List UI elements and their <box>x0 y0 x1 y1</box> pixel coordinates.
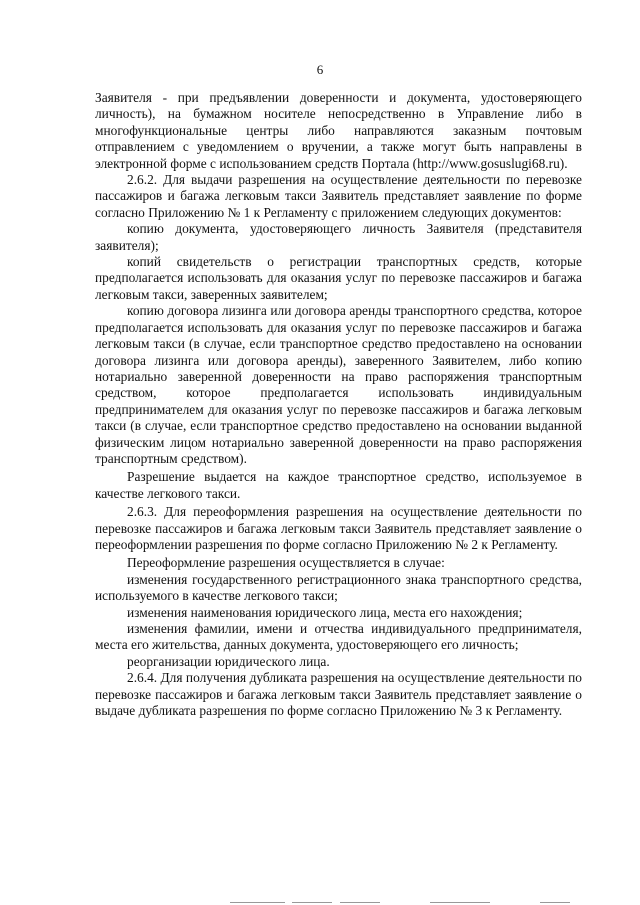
document-body <box>95 90 582 719</box>
paragraph-continuation: Заявителя - при предъявлении доверенности и документа, удостоверяющего личность), на бумажном носителе непосредственно в Управление либо в многофункциональные центры либо направляются заказным почтовым отправлением с уведомлением о вручении, а также могут быть направлены в электронной форме с использованием средств Портала (http://www.gosuslugi68.ru). <box>95 90 582 171</box>
list-item-entrepreneur-name: изменения фамилии, имени и отчества индивидуального предпринимателя, места его жительства, данных документа, удостоверяющего его личность; <box>95 621 582 653</box>
list-item-leasing-contract: копию договора лизинга или договора аренды транспортного средства, которое предполагается использовать для оказания услуг по перевозке пассажиров и багажа легковым такси (в случае, если транспортное средство предоставлено на основании договора лизинга или договора аренды), заверенного Заявителем, либо копию нотариально заверенной доверенности на право распоряжения транспортным средством, которое предполагается использовать индивидуальным предпринимателем для оказания услуг по перевозке пассажиров и багажа легковым такси (в случае, если транспортное средство предоставлено на основании выданной физическим лицом нотариально заверенной доверенности на право распоряжения транспортным средством). <box>95 303 582 466</box>
paragraph-2-6-3: 2.6.3. Для переоформления разрешения на осуществление деятельности по перевозке пассажиров и багажа легковым такси Заявитель представляет заявление о переоформлении разрешения по форме согласно Приложению № 2 к Регламенту. <box>95 504 582 552</box>
paragraph-reissue-cases: Переоформление разрешения осуществляется в случае: <box>127 555 445 571</box>
list-item-vehicle-registration: копий свидетельств о регистрации транспортных средств, которые предполагается использовать для оказания услуг по перевозке пассажиров и багажа легковым такси, заверенных заявителем; <box>95 254 582 302</box>
paragraph-2-6-4: 2.6.4. Для получения дубликата разрешения на осуществление деятельности по перевозке пассажиров и багажа легковым такси Заявитель представляет заявление о выдаче дубликата разрешения по форме согласно Приложению № 3 к Регламенту. <box>95 670 582 719</box>
list-item-reorganization: реорганизации юридического лица. <box>127 653 330 669</box>
list-item-legal-entity-name: изменения наименования юридического лица, места его нахождения; <box>127 604 523 620</box>
page-number: 6 <box>316 62 324 77</box>
list-item-registration-plate: изменения государственного регистрационного знака транспортного средства, используемого в качестве легкового такси; <box>95 571 582 604</box>
paragraph-2-6-2: 2.6.2. Для выдачи разрешения на осуществление деятельности по перевозке пассажиров и багажа легковым такси Заявитель представляет заявление по форме согласно Приложению № 1 к Регламенту с приложением следующих документов: <box>95 172 582 220</box>
paragraph-permit-per-vehicle: Разрешение выдается на каждое транспортное средство, используемое в качестве легкового такси. <box>95 469 582 501</box>
list-item-identity-document: копию документа, удостоверяющего личность Заявителя (представителя заявителя); <box>95 221 582 253</box>
scan-artifact-marks <box>0 897 640 903</box>
